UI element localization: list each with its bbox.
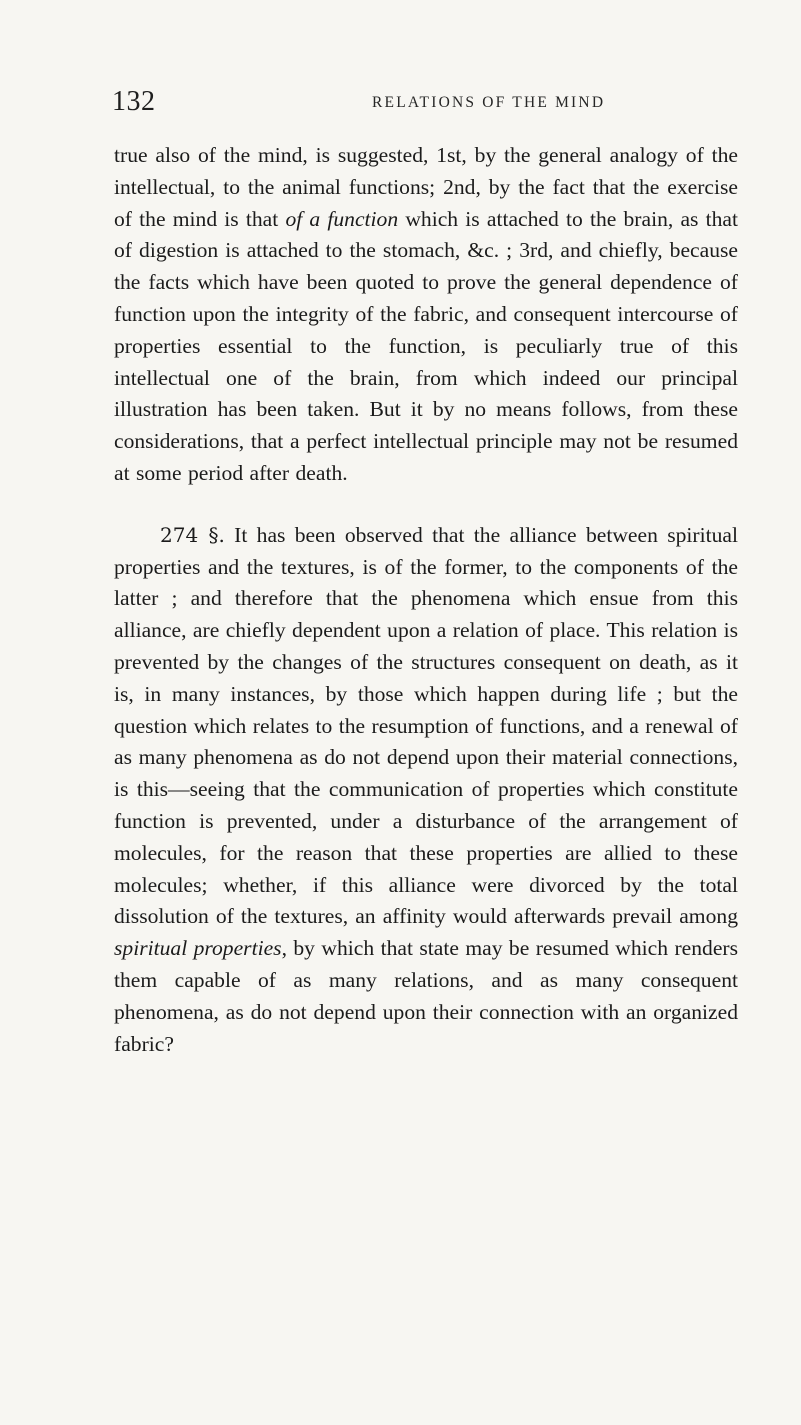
paragraph-1-text-c: which is attached to the brain, as that of digestion is attached to the stomach, &c. ; 3rd, and chiefly, because the facts which have been quoted to prove the general dependence of function upon the integrity of the fabric, and consequent intercourse of properties essential to the function, is peculiarly true of this intellectual one of the brain, from which indeed our principal illustration has been taken. But it by no means follows, from these considerations, that a perfect intellectual principle may not be resumed at some period after death. bbox=[114, 206, 738, 485]
paragraph-2-text-a: It has been observed that the alliance between spiritual properties and the textures, is of the former, to the components of the latter ; and therefore that the phenomena which ensue from this alliance, are chiefly dependent upon a relation of place. This relation is prevented by the changes of the structures consequent on death, as it is, in many instances, by those which happen during life ; but the question which relates to the resumption of functions, and a renewal of as many phenomena as do not depend upon their material connections, is this—seeing that the communication of properties which constitute function is prevented, under a disturbance of the arrangement of molecules, for the reason that these properties are allied to these molecules; whether, if this alliance were divorced by the total dissolution of the textures, an affinity would afterwards prevail among bbox=[114, 522, 738, 929]
paragraph-1-text-a: true also of the mind, is suggested, 1st, by the general analogy of the intellectual, to the animal functions; 2nd, by the fact that the exercise of the mind is that bbox=[114, 143, 738, 231]
paragraph-2-text-c: , by which that state may be resumed which renders them capable of as many relations, and as many consequent phenomena, as do not depend upon their connection with an organized fabric? bbox=[114, 936, 738, 1056]
paragraph-2-italic-phrase: spiritual properties bbox=[114, 936, 282, 961]
section-number: 274 §. bbox=[160, 522, 225, 547]
paragraph-section-274 bbox=[114, 520, 738, 1061]
page-header bbox=[112, 86, 738, 126]
paragraph-continuation bbox=[114, 140, 738, 490]
paragraph-1-italic-phrase: of a function bbox=[285, 206, 399, 231]
page-body bbox=[114, 140, 738, 1060]
page-number: 132 bbox=[112, 86, 156, 117]
running-head: RELATIONS OF THE MIND bbox=[372, 94, 606, 111]
